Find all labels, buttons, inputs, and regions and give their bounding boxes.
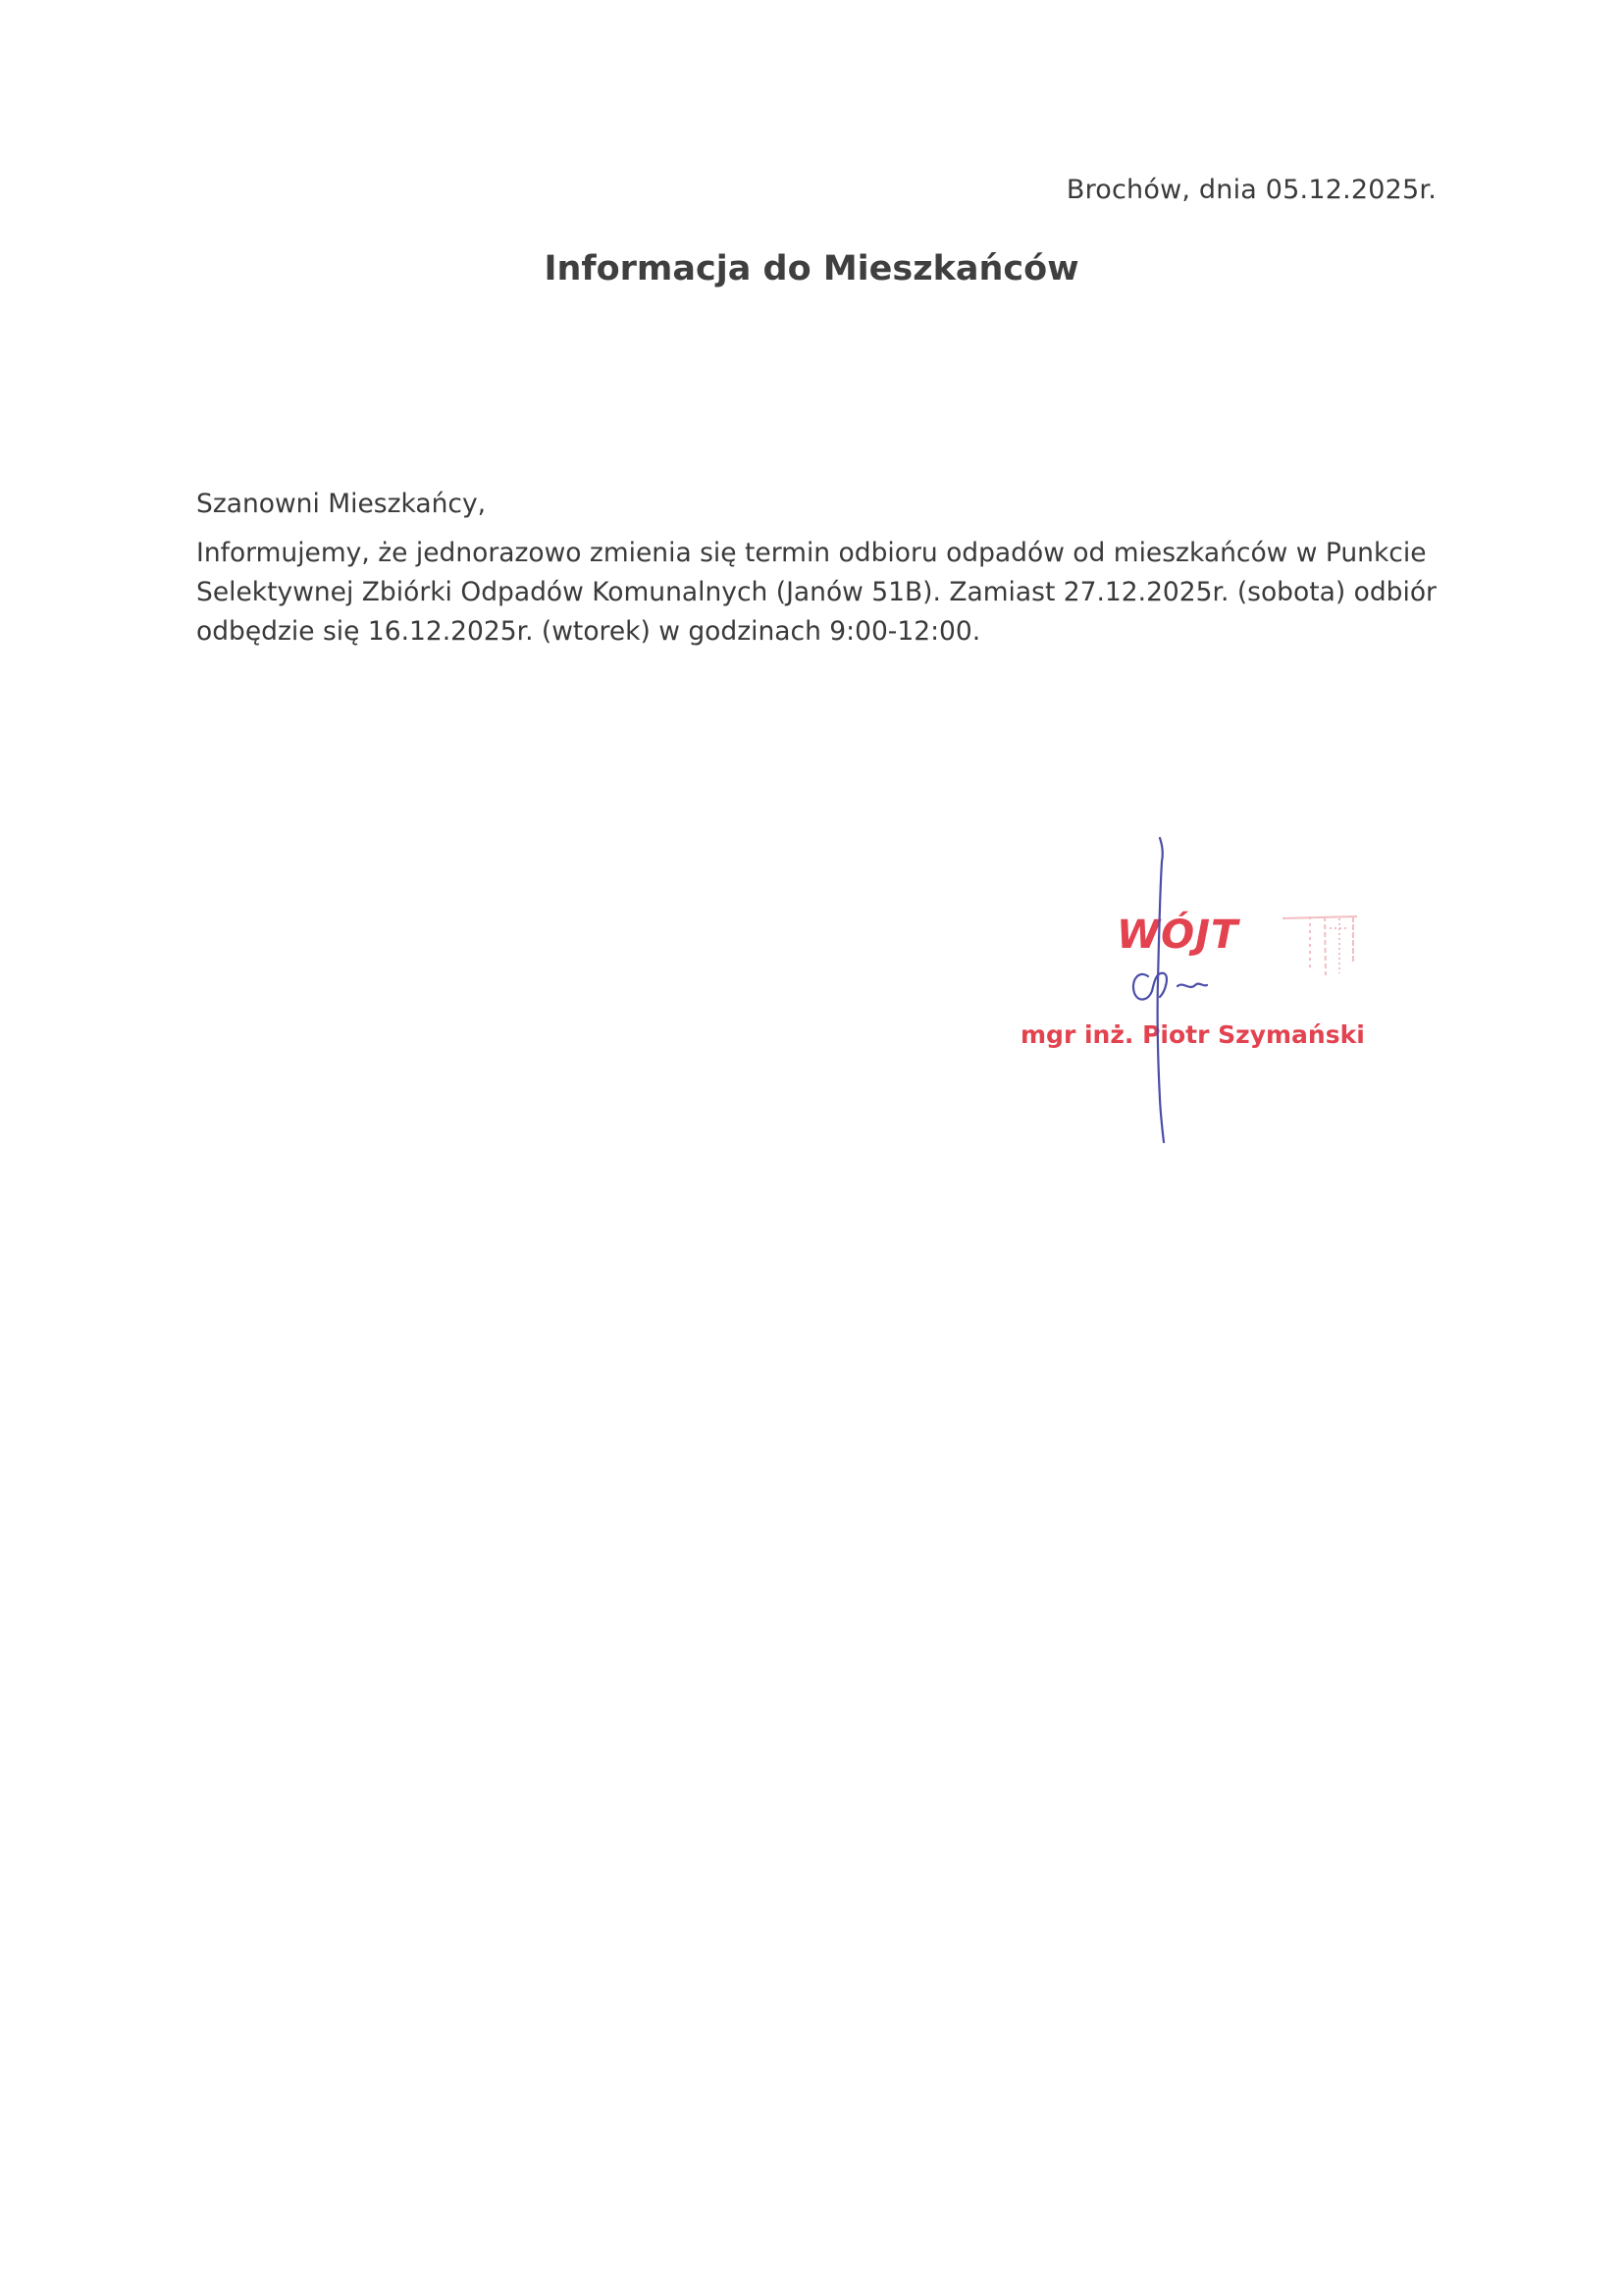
body-paragraph (196, 534, 1437, 652)
date-line: Brochów, dnia 05.12.2025r. (1066, 175, 1437, 205)
handwritten-signature (1109, 834, 1227, 1148)
greeting: Szanowni Mieszkańcy, (196, 489, 487, 519)
body-line: Selektywnej Zbiórki Odpadów Komunalnych (Janów 51B). Zamiast 27.12.2025r. (sobota) odbiór (196, 577, 1437, 607)
stamp-title: WÓJT (1117, 913, 1239, 958)
body-line: Informujemy, że jednorazowo zmienia się termin odbioru odpadów od mieszkańców w Punkcie (196, 538, 1427, 568)
stamp-name: mgr inż. Piotr Szymański (1021, 1020, 1365, 1049)
faint-stamp-mark (1281, 911, 1359, 979)
body-line: odbędzie się 16.12.2025r. (wtorek) w godzinach 9:00-12:00. (196, 616, 981, 647)
document-title: Informacja do Mieszkańców (544, 249, 1079, 288)
